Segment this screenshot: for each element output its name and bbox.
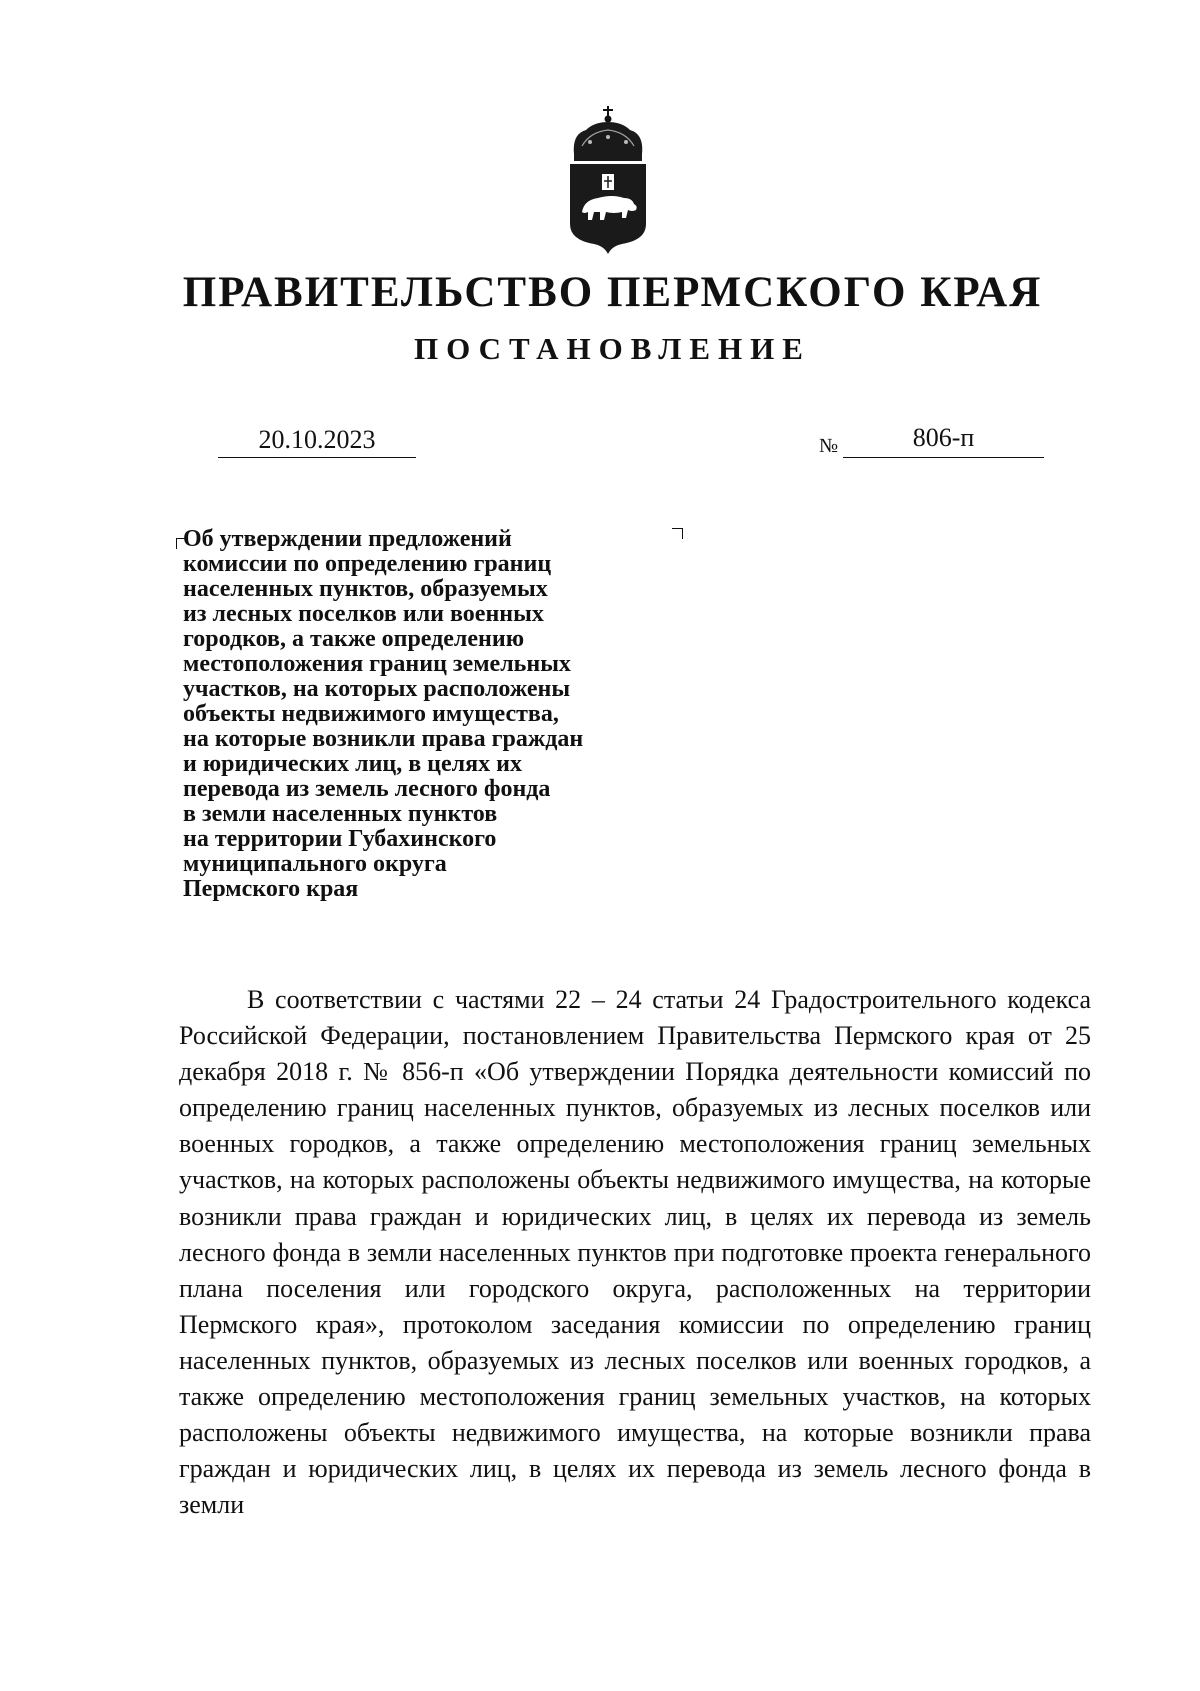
subject-line: на которые возникли права граждан [183, 726, 584, 752]
subject-line: комиссии по определению границ [183, 551, 552, 577]
subject-line: городков, а также определению [183, 626, 525, 652]
subject-line: населенных пунктов, образуемых [183, 576, 548, 602]
subject-line: участков, на которых расположены [183, 676, 571, 702]
perm-krai-coat-of-arms-icon [560, 106, 656, 256]
subject-line: Об утверждении предложений [183, 526, 512, 552]
subject-line: на территории Губахинского [183, 826, 497, 852]
subject-line: муниципального округа [183, 851, 447, 877]
subject-line: в земли населенных пунктов [183, 801, 498, 827]
document-date: 20.10.2023 [218, 425, 416, 458]
organization-title: ПРАВИТЕЛЬСТВО ПЕРМСКОГО КРАЯ [182, 269, 1043, 316]
subject-line: объекты недвижимого имущества, [183, 701, 559, 727]
subject-line: из лесных поселков или военных [183, 601, 544, 627]
document-type-title: ПОСТАНОВЛЕНИЕ [414, 331, 811, 366]
subject-line: и юридических лиц, в целях их [183, 751, 522, 777]
number-sign: № [819, 435, 839, 457]
document-number-block [819, 423, 1044, 459]
body-paragraph: В соответствии с частями 22 – 24 статьи 24 Градостроительного кодекса Российской Федерации, постановлением Правительства Пермского края от 25 декабря 2018 г. № 856-п «Об утверждении Порядка деятельности комиссий по определению границ населенных пунктов, образуемых из лесных поселков или военных городков, а также определению местоположения границ земельных участков, на которых расположены объекты недвижимого имущества, на которые возникли права граждан и юридических лиц, в целях их перевода из земель лесного фонда в земли населенных пунктов при подготовке проекта генерального плана поселения или городского округа, расположенных на территории Пермского края», протоколом заседания комиссии по определению границ населенных пунктов, образуемых из лесных поселков или военных городков, а также определению местоположения границ земельных участков, на которых расположены объекты недвижимого имущества, на которые возникли права граждан и юридических лиц, в целях их перевода из земель лесного фонда в земли [179, 985, 1091, 1520]
subject-line: местоположения границ земельных [183, 651, 571, 677]
document-subject [183, 527, 673, 902]
document-number: 806-п [843, 423, 1044, 458]
subject-line: перевода из земель лесного фонда [183, 776, 551, 802]
subject-line: Пермского края [183, 876, 359, 902]
subject-corner-right-mark [672, 528, 683, 539]
